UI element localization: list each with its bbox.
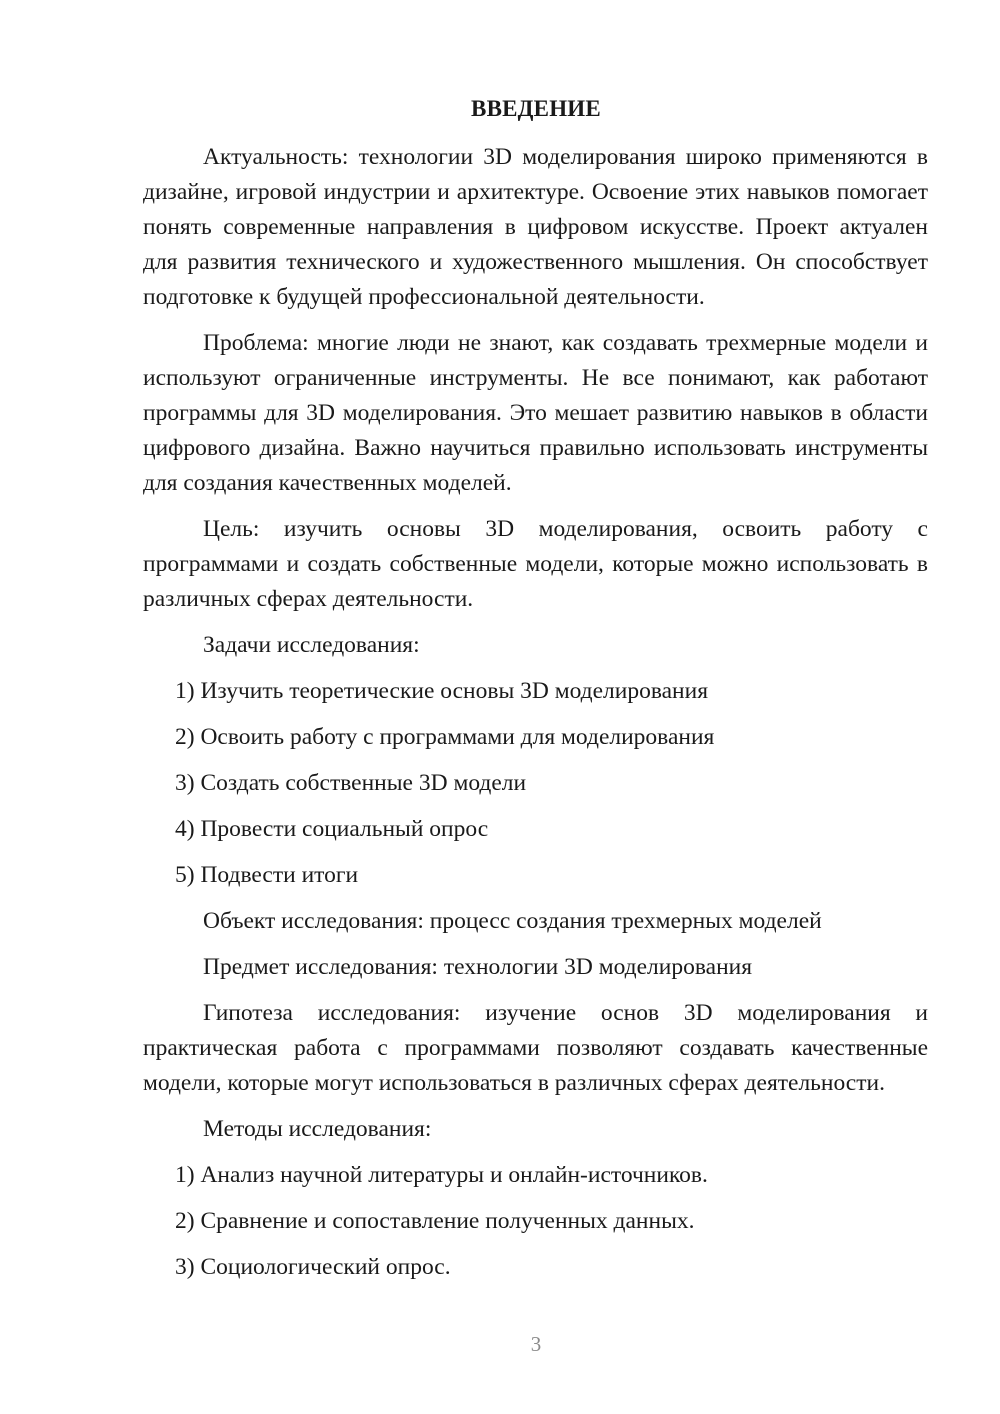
page-number: 3 bbox=[530, 1332, 542, 1356]
task-item: 1) Изучить теоретические основы 3D моделирования bbox=[175, 678, 709, 704]
method-item: 1) Анализ научной литературы и онлайн-источников. bbox=[175, 1162, 708, 1188]
methods-heading: Методы исследования: bbox=[203, 1116, 432, 1142]
document-body bbox=[143, 140, 928, 1285]
tasks-heading: Задачи исследования: bbox=[203, 632, 420, 658]
goal-paragraph: Цель: изучить основы 3D моделирования, освоить работу с программами и создать собственные модели, которые можно использовать в различных сферах деятельности. bbox=[143, 516, 928, 612]
problem-paragraph: Проблема: многие люди не знают, как создавать трехмерные модели и используют ограниченные инструменты. Не все понимают, как работают программы для 3D моделирования. Это мешает развитию навыков в области цифрового дизайна. Важно научиться правильно использовать инструменты для создания качественных моделей. bbox=[143, 330, 928, 496]
page-title: ВВЕДЕНИЕ bbox=[471, 96, 601, 121]
method-item: 3) Социологический опрос. bbox=[175, 1254, 451, 1280]
method-item: 2) Сравнение и сопоставление полученных данных. bbox=[175, 1208, 695, 1234]
task-item: 2) Освоить работу с программами для моделирования bbox=[175, 724, 715, 750]
subject-line: Предмет исследования: технологии 3D моделирования bbox=[203, 954, 753, 980]
object-line: Объект исследования: процесс создания трехмерных моделей bbox=[203, 908, 822, 934]
hypothesis-paragraph: Гипотеза исследования: изучение основ 3D моделирования и практическая работа с программами позволяют создавать качественные модели, которые могут использоваться в различных сферах деятельности. bbox=[143, 1000, 928, 1096]
task-item: 5) Подвести итоги bbox=[175, 862, 359, 888]
task-item: 3) Создать собственные 3D модели bbox=[175, 770, 527, 796]
task-item: 4) Провести социальный опрос bbox=[175, 816, 489, 842]
relevance-paragraph: Актуальность: технологии 3D моделирования широко применяются в дизайне, игровой индустрии и архитектуре. Освоение этих навыков помогает понять современные направления в цифровом искусстве. Проект актуален для развития технического и художественного мышления. Он способствует подготовке к будущей профессиональной деятельности. bbox=[143, 144, 928, 310]
